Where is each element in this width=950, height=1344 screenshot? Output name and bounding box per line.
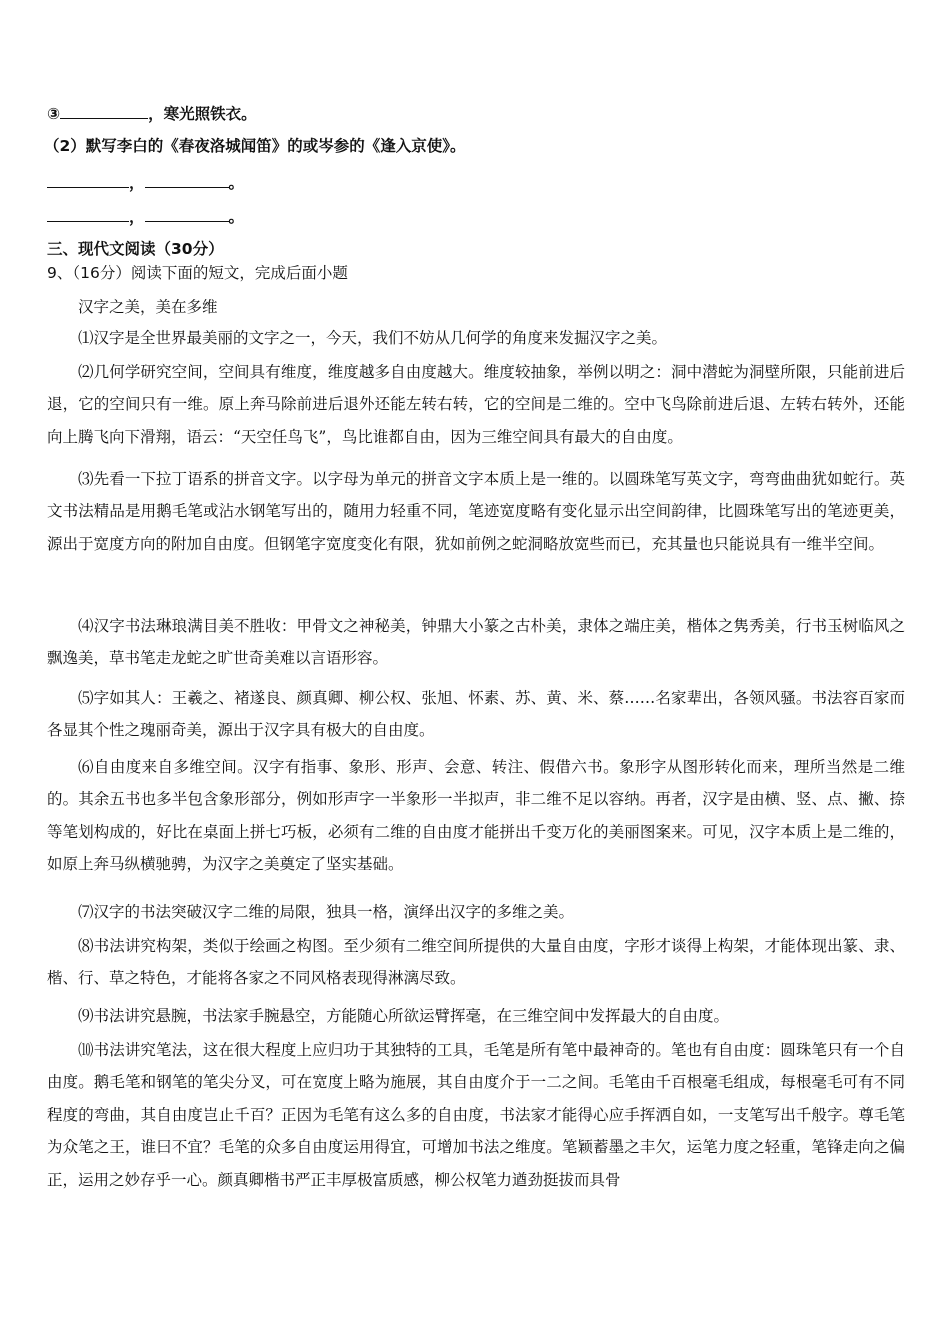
blank-period: 。 — [228, 208, 245, 226]
paragraph-3: ⑶先看一下拉丁语系的拼音文字。以字母为单元的拼音文字本质上是一维的。以圆珠笔写英文字，弯弯曲曲犹如蛇行。英文书法精品是用鹅毛笔或沾水钢笔写出的，随用力轻重不同，笔迹宽度略有变化显示出空间韵律，比圆珠笔写出的笔迹更美，源出于宽度方向的附加自由度。但钢笔字宽度变化有限，犹如前例之蛇洞略放宽些而已，充其量也只能说具有一维半空间。 — [47, 470, 905, 553]
paragraph-7: ⑺汉字的书法突破汉字二维的局限，独具一格，演绎出汉字的多维之美。 — [78, 903, 575, 921]
blank-comma: ， — [129, 174, 145, 192]
sub-question-2: （2）默写李白的《春夜洛城闻笛》的或岑参的《逢入京使》。 — [44, 137, 466, 155]
paragraph-5: ⑸字如其人：王羲之、褚遂良、颜真卿、柳公权、张旭、怀素、苏、黄、米、蔡……名家辈出，各领风骚。书法容百家而各显其个性之瑰丽奇美，源出于汉字具有极大的自由度。 — [47, 689, 905, 740]
paragraph-1: ⑴汉字是全世界最美丽的文字之一，今天，我们不妨从几何学的角度来发掘汉字之美。 — [78, 329, 668, 347]
circled-number-3: ③ — [47, 105, 61, 123]
question-prompt: 9、（16分）阅读下面的短文，完成后面小题 — [47, 264, 348, 282]
fill-blank[interactable] — [47, 205, 129, 222]
paragraph-2: ⑵几何学研究空间，空间具有维度，维度越多自由度越大。维度较抽象，举例以明之：洞中潜蛇为洞壁所限，只能前进后退，它的空间只有一维。原上奔马除前进后退外还能左转右转，它的空间是二维的。空中飞鸟除前进后退、左转右转外，还能向上腾飞向下滑翔，语云：“天空任鸟飞”，鸟比谁都自由，因为三维空间具有最大的自由度。 — [47, 363, 905, 446]
fill-blank[interactable] — [60, 102, 148, 119]
blank-row-2 — [47, 205, 244, 227]
blank-period: 。 — [228, 174, 245, 192]
blank-comma: ， — [129, 208, 145, 226]
fill-blank[interactable] — [145, 205, 229, 222]
article-title: 汉字之美，美在多维 — [78, 298, 218, 316]
fill-blank[interactable] — [145, 171, 229, 188]
section-heading: 三、现代文阅读（30分） — [47, 240, 224, 258]
paragraph-6: ⑹自由度来自多维空间。汉字有指事、象形、形声、会意、转注、假借六书。象形字从图形转化而来，理所当然是二维的。其余五书也多半包含象形部分，例如形声字一半象形一半拟声，非二维不足以容纳。再者，汉字是由横、竖、点、撇、捺等笔划构成的，好比在桌面上拼七巧板，必须有二维的自由度才能拼出千变万化的美丽图案来。可见，汉字本质上是二维的，如原上奔马纵横驰骋，为汉字之美奠定了坚实基础。 — [47, 758, 905, 874]
poem-line-3 — [47, 102, 257, 124]
paragraph-9: ⑼书法讲究悬腕，书法家手腕悬空，方能随心所欲运臂挥毫，在三维空间中发挥最大的自由度。 — [78, 1007, 730, 1025]
paragraph-4: ⑷汉字书法琳琅满目美不胜收：甲骨文之神秘美，钟鼎大小篆之古朴美，隶体之端庄美，楷体之隽秀美，行书玉树临风之飘逸美，草书笔走龙蛇之旷世奇美难以言语形容。 — [47, 617, 905, 668]
paragraph-8: ⑻书法讲究构架，类似于绘画之构图。至少须有二维空间所提供的大量自由度，字形才谈得上构架，才能体现出篆、隶、楷、行、草之特色，才能将各家之不同风格表现得淋漓尽致。 — [47, 937, 905, 988]
paragraph-10: ⑽书法讲究笔法，这在很大程度上应归功于其独特的工具，毛笔是所有笔中最神奇的。笔也有自由度：圆珠笔只有一个自由度。鹅毛笔和钢笔的笔尖分叉，可在宽度上略为施展，其自由度介于一二之间。毛笔由千百根毫毛组成，每根毫毛可有不同程度的弯曲，其自由度岂止千百？正因为毛笔有这么多的自由度，书法家才能得心应手挥洒自如，一支笔写出千般字。尊毛笔为众笔之王，谁曰不宜？毛笔的众多自由度运用得宜，可增加书法之维度。笔颖蓄墨之丰欠，运笔力度之轻重，笔锋走向之偏正，运用之妙存乎一心。颜真卿楷书严正丰厚极富质感，柳公权笔力遒劲挺拔而具骨 — [47, 1041, 905, 1189]
blank-row-1 — [47, 171, 244, 193]
fill-blank[interactable] — [47, 171, 129, 188]
poem-line-3-text: ，寒光照铁衣。 — [148, 105, 257, 123]
